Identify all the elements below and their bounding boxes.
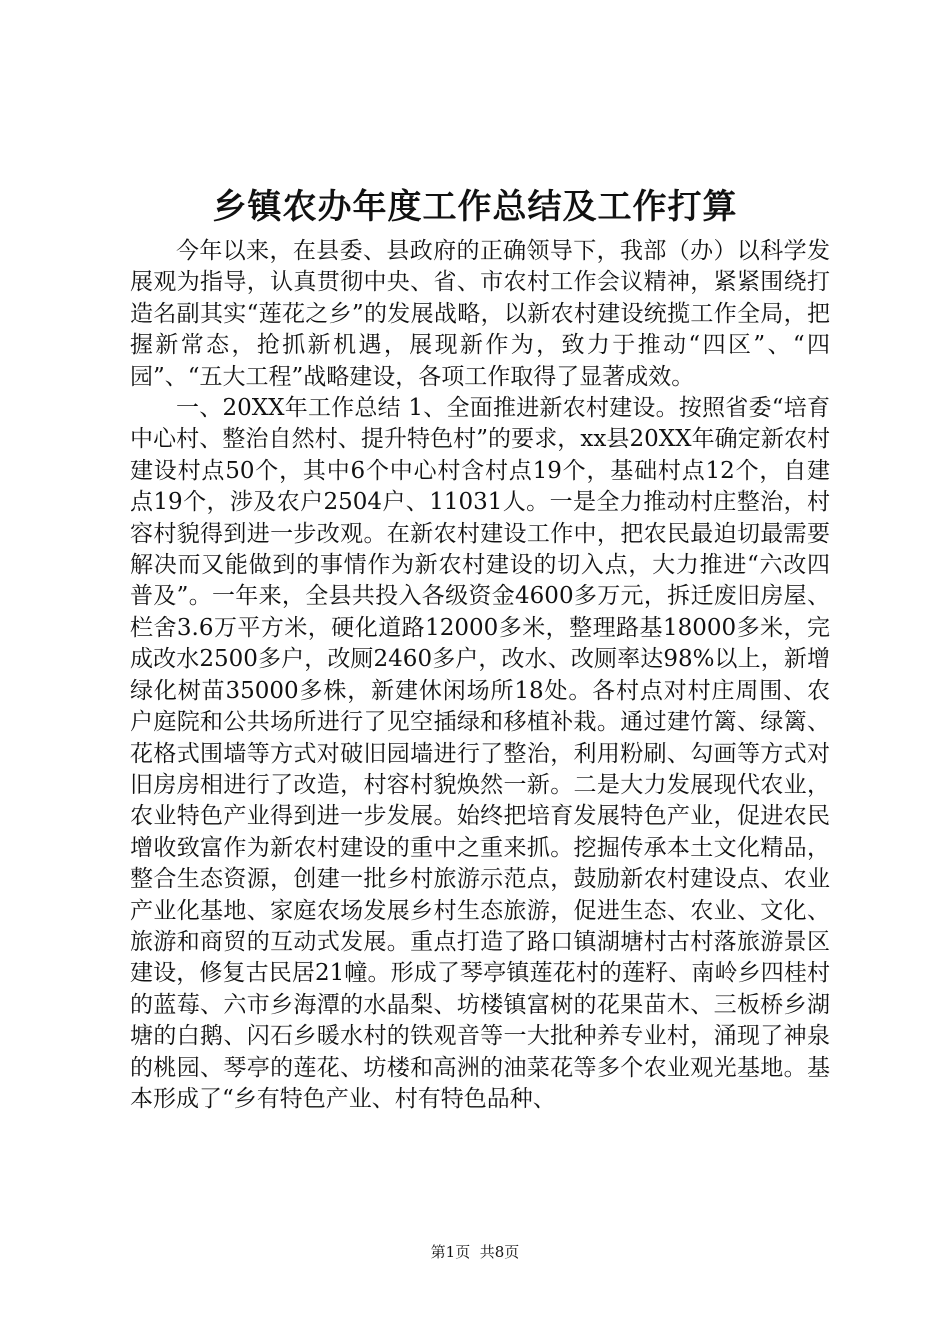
page-footer xyxy=(0,1242,950,1262)
document-body xyxy=(130,236,830,1115)
summary-paragraph: 一、20XX年工作总结 1、全面推进新农村建设。按照省委“培育中心村、整治自然村、提升特色村”的要求，xx县20XX年确定新农村建设村点50个，其中6个中心村含村点19个，基础村点12个，自建点19个，涉及农户2504户、11031人。一是全力推动村庄整治，村容村貌得到进一步改观。在新农村建设工作中，把农民最迫切最需要解决而又能做到的事情作为新农村建设的切入点，大力推进“六改四普及”。一年来，全县共投入各级资金4600多万元，拆迁废旧房屋、栏舍3.6万平方米，硬化道路12000多米，整理路基18000多米，完成改水2500多户，改厕2460多户，改水、改厕率达98%以上，新增绿化树苗35000多株，新建休闲场所18处。各村点对村庄周围、农户庭院和公共场所进行了见空插绿和移植补栽。通过建竹篱、绿篱、花格式围墙等方式对破旧园墙进行了整治，利用粉刷、勾画等方式对旧房房相进行了改造，村容村貌焕然一新。二是大力发展现代农业，农业特色产业得到进一步发展。始终把培育发展特色产业，促进农民增收致富作为新农村建设的重中之重来抓。挖掘传承本土文化精品，整合生态资源，创建一批乡村旅游示范点，鼓励新农村建设点、农业产业化基地、家庭农场发展乡村生态旅游，促进生态、农业、文化、旅游和商贸的互动式发展。重点打造了路口镇湖塘村古村落旅游景区建设，修复古民居21幢。形成了琴亭镇莲花村的莲籽、南岭乡四桂村的蓝莓、六市乡海潭的水晶梨、坊楼镇富树的花果苗木、三板桥乡湖塘的白鹅、闪石乡暖水村的铁观音等一大批种养专业村，涌现了神泉的桃园、琴亭的莲花、坊楼和高洲的油菜花等多个农业观光基地。基本形成了“乡有特色产业、村有特色品种、 xyxy=(130,395,830,1112)
document-title: 乡镇农办年度工作总结及工作打算 xyxy=(212,187,738,227)
intro-paragraph: 今年以来，在县委、县政府的正确领导下，我部（办）以科学发展观为指导，认真贯彻中央、省、市农村工作会议精神，紧紧围绕打造名副其实“莲花之乡”的发展战略，以新农村建设统揽工作全局，把握新常态，抢抓新机遇，展现新作为，致力于推动“四区”、“四园”、“五大工程”战略建设，各项工作取得了显著成效。 xyxy=(130,238,830,390)
page-number: 第1页 xyxy=(430,1243,471,1261)
page-total: 共8页 xyxy=(479,1243,520,1261)
